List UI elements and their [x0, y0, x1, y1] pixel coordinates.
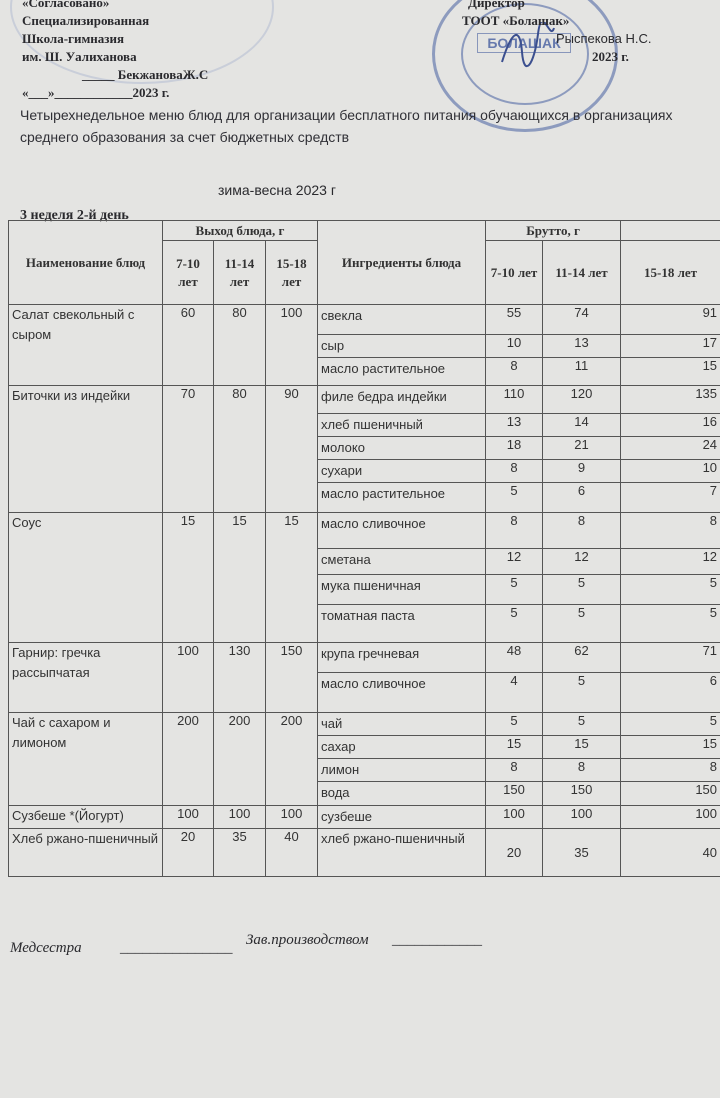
- gross-15-18: 71: [621, 643, 720, 673]
- dish-yield-7-10: 20: [163, 829, 214, 877]
- gross-15-18: 15: [621, 358, 720, 386]
- approval-heading: «Согласовано»: [22, 0, 110, 10]
- gross-11-14: 120: [543, 386, 621, 414]
- dish-yield-15-18: 15: [266, 513, 318, 643]
- dish-yield-7-10: 15: [163, 513, 214, 643]
- ingredient-name: сметана: [318, 549, 486, 575]
- gross-11-14: 6: [543, 483, 621, 513]
- header-yield-age-11-14: 11-14 лет: [214, 241, 266, 305]
- gross-15-18: 8: [621, 759, 720, 782]
- dish-yield-15-18: 90: [266, 386, 318, 513]
- gross-15-18: 91: [621, 305, 720, 335]
- director-name: Рыспекова Н.С.: [556, 31, 652, 46]
- ingredient-name: хлеб пшеничный: [318, 414, 486, 437]
- gross-7-10: 8: [486, 358, 543, 386]
- approval-signature-line: _____ БекжановаЖ.С: [82, 67, 209, 82]
- gross-11-14: 8: [543, 759, 621, 782]
- dish-yield-11-14: 35: [214, 829, 266, 877]
- gross-7-10: 18: [486, 437, 543, 460]
- gross-15-18: 6: [621, 673, 720, 713]
- manager-signature-line: ____________: [392, 932, 482, 948]
- dish-yield-7-10: 100: [163, 806, 214, 829]
- ingredient-name: крупа гречневая: [318, 643, 486, 673]
- manager-label: Зав.производством: [246, 932, 369, 948]
- approval-date-line: «___»____________2023 г.: [22, 85, 170, 100]
- gross-11-14: 100: [543, 806, 621, 829]
- gross-11-14: 5: [543, 673, 621, 713]
- director-org: ТООТ «Болашак»: [462, 13, 570, 28]
- gross-11-14: 12: [543, 549, 621, 575]
- ingredient-name: сыр: [318, 335, 486, 358]
- gross-7-10: 150: [486, 782, 543, 806]
- approval-org-line1: Специализированная: [22, 13, 150, 28]
- stamp-text: БОЛАШАК: [477, 33, 571, 53]
- dish-name: Гарнир: гречка рассыпчатая: [9, 643, 163, 713]
- gross-7-10: 5: [486, 483, 543, 513]
- gross-11-14: 5: [543, 713, 621, 736]
- gross-15-18: 17: [621, 335, 720, 358]
- ingredient-name: масло растительное: [318, 358, 486, 386]
- header-yield-age-7-10: 7-10 лет: [163, 241, 214, 305]
- gross-11-14: 5: [543, 575, 621, 605]
- gross-7-10: 100: [486, 806, 543, 829]
- menu-table: [8, 220, 720, 877]
- dish-yield-11-14: 15: [214, 513, 266, 643]
- gross-15-18: 100: [621, 806, 720, 829]
- gross-11-14: 5: [543, 605, 621, 643]
- season-label: зима-весна 2023 г: [218, 182, 336, 198]
- week-day-label: 3 неделя 2-й день: [20, 208, 129, 223]
- dish-yield-7-10: 200: [163, 713, 214, 806]
- gross-15-18: 7: [621, 483, 720, 513]
- dish-yield-15-18: 150: [266, 643, 318, 713]
- ingredient-name: молоко: [318, 437, 486, 460]
- gross-7-10: 5: [486, 713, 543, 736]
- header-ingredients: Ингредиенты блюда: [318, 221, 486, 305]
- gross-7-10: 8: [486, 513, 543, 549]
- dish-name: Соус: [9, 513, 163, 643]
- ingredient-name: мука пшеничная: [318, 575, 486, 605]
- gross-7-10: 110: [486, 386, 543, 414]
- dish-name: Сузбеше *(Йогурт): [9, 806, 163, 829]
- gross-11-14: 9: [543, 460, 621, 483]
- header-gross: Брутто, г: [486, 221, 621, 241]
- approval-block-left: [22, 0, 208, 102]
- dish-yield-11-14: 200: [214, 713, 266, 806]
- gross-11-14: 35: [543, 829, 621, 877]
- gross-15-18: 5: [621, 575, 720, 605]
- header-dish: Наименование блюд: [9, 221, 163, 305]
- ingredient-name: масло сливочное: [318, 513, 486, 549]
- gross-15-18: 16: [621, 414, 720, 437]
- ingredient-name: сузбеше: [318, 806, 486, 829]
- gross-7-10: 55: [486, 305, 543, 335]
- dish-yield-11-14: 130: [214, 643, 266, 713]
- dish-yield-15-18: 100: [266, 305, 318, 386]
- gross-15-18: 40: [621, 829, 720, 877]
- gross-15-18: 10: [621, 460, 720, 483]
- dish-name: Биточки из индейки: [9, 386, 163, 513]
- gross-7-10: 5: [486, 575, 543, 605]
- gross-11-14: 74: [543, 305, 621, 335]
- gross-7-10: 8: [486, 759, 543, 782]
- gross-7-10: 8: [486, 460, 543, 483]
- dish-yield-7-10: 70: [163, 386, 214, 513]
- gross-7-10: 4: [486, 673, 543, 713]
- gross-15-18: 5: [621, 605, 720, 643]
- gross-15-18: 135: [621, 386, 720, 414]
- gross-7-10: 12: [486, 549, 543, 575]
- ingredient-name: сухари: [318, 460, 486, 483]
- gross-11-14: 21: [543, 437, 621, 460]
- approval-org-line3: им. Ш. Уалиханова: [22, 49, 137, 64]
- gross-11-14: 150: [543, 782, 621, 806]
- dish-name: Салат свекольный с сыром: [9, 305, 163, 386]
- header-empty: [621, 221, 720, 241]
- gross-7-10: 10: [486, 335, 543, 358]
- dish-yield-15-18: 200: [266, 713, 318, 806]
- gross-15-18: 24: [621, 437, 720, 460]
- approval-block-right: [458, 0, 651, 66]
- gross-15-18: 15: [621, 736, 720, 759]
- dish-name: Хлеб ржано-пшеничный: [9, 829, 163, 877]
- dish-yield-15-18: 100: [266, 806, 318, 829]
- gross-11-14: 62: [543, 643, 621, 673]
- gross-11-14: 15: [543, 736, 621, 759]
- approval-org-line2: Школа-гимназия: [22, 31, 125, 46]
- ingredient-name: масло сливочное: [318, 673, 486, 713]
- ingredient-name: филе бедра индейки: [318, 386, 486, 414]
- dish-yield-15-18: 40: [266, 829, 318, 877]
- dish-yield-11-14: 80: [214, 386, 266, 513]
- gross-7-10: 48: [486, 643, 543, 673]
- nurse-label: Медсестра: [10, 940, 82, 956]
- ingredient-name: свекла: [318, 305, 486, 335]
- gross-15-18: 5: [621, 713, 720, 736]
- header-yield: Выход блюда, г: [163, 221, 318, 241]
- gross-11-14: 11: [543, 358, 621, 386]
- dish-yield-7-10: 60: [163, 305, 214, 386]
- ingredient-name: лимон: [318, 759, 486, 782]
- nurse-signature-line: _______________: [120, 940, 233, 956]
- gross-7-10: 15: [486, 736, 543, 759]
- ingredient-name: масло растительное: [318, 483, 486, 513]
- ingredient-name: томатная паста: [318, 605, 486, 643]
- document-title: Четырехнедельное меню блюд для организации бесплатного питания обучающихся в организациях среднего образования за счет бюджетных средств: [20, 107, 673, 145]
- gross-11-14: 8: [543, 513, 621, 549]
- gross-7-10: 20: [486, 829, 543, 877]
- header-gross-age-15-18: 15-18 лет: [621, 241, 720, 305]
- dish-yield-11-14: 100: [214, 806, 266, 829]
- gross-15-18: 12: [621, 549, 720, 575]
- gross-11-14: 13: [543, 335, 621, 358]
- ingredient-name: хлеб ржано-пшеничный: [318, 829, 486, 877]
- header-gross-age-11-14: 11-14 лет: [543, 241, 621, 305]
- gross-11-14: 14: [543, 414, 621, 437]
- gross-7-10: 13: [486, 414, 543, 437]
- director-heading: Директор: [468, 0, 525, 10]
- gross-15-18: 8: [621, 513, 720, 549]
- ingredient-name: сахар: [318, 736, 486, 759]
- header-yield-age-15-18: 15-18 лет: [266, 241, 318, 305]
- ingredient-name: чай: [318, 713, 486, 736]
- header-gross-age-7-10: 7-10 лет: [486, 241, 543, 305]
- dish-name: Чай с сахаром и лимоном: [9, 713, 163, 806]
- dish-yield-11-14: 80: [214, 305, 266, 386]
- dish-yield-7-10: 100: [163, 643, 214, 713]
- director-date: 2023 г.: [592, 49, 629, 64]
- gross-7-10: 5: [486, 605, 543, 643]
- ingredient-name: вода: [318, 782, 486, 806]
- gross-15-18: 150: [621, 782, 720, 806]
